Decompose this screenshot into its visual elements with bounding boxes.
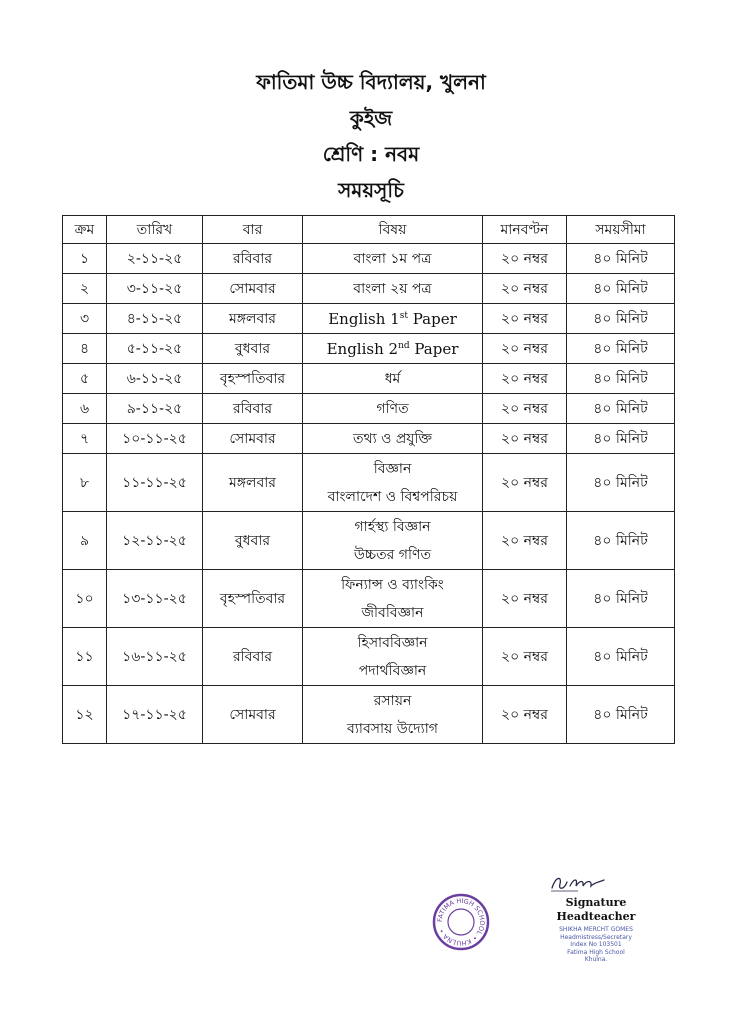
cell-serial: ৭	[63, 424, 107, 454]
cell-day: বুধবার	[203, 334, 303, 364]
cell-time: ৪০ মিনিট	[567, 334, 675, 364]
cell-day: বৃহস্পতিবার	[203, 570, 303, 628]
cell-marks: ২০ নম্বর	[483, 570, 567, 628]
cell-date: ৪-১১-২৫	[107, 304, 203, 334]
cell-marks: ২০ নম্বর	[483, 454, 567, 512]
stamp-line: SHIKHA MERCHT GOMES	[559, 926, 633, 933]
cell-serial: ৯	[63, 512, 107, 570]
schedule-title: সময়সূচি	[338, 178, 404, 202]
subject-line: ব্যাবসায় উদ্যোগ	[347, 720, 438, 737]
subject-text: Paper	[407, 309, 457, 328]
class-line: শ্রেণি : নবম	[322, 142, 420, 166]
col-header-date: তারিখ	[107, 216, 203, 244]
stamp-line: Khulna.	[584, 956, 608, 963]
table-row	[63, 686, 675, 744]
cell-subject	[303, 244, 483, 274]
name-stamp	[536, 926, 656, 964]
cell-serial: ২	[63, 274, 107, 304]
table-row	[63, 334, 675, 364]
cell-serial: ৫	[63, 364, 107, 394]
table-row	[63, 274, 675, 304]
cell-subject	[303, 628, 483, 686]
exam-title: কুইজ	[349, 106, 393, 130]
subject-ordinal: nd	[398, 340, 410, 351]
cell-day: রবিবার	[203, 628, 303, 686]
subject-line: বাংলাদেশ ও বিশ্বপরিচয়	[327, 488, 458, 505]
cell-serial: ১০	[63, 570, 107, 628]
cell-serial: ৬	[63, 394, 107, 424]
cell-serial: ৩	[63, 304, 107, 334]
cell-subject	[303, 570, 483, 628]
subject-line: পদার্থবিজ্ঞান	[358, 662, 427, 679]
subject-line: হিসাববিজ্ঞান	[357, 634, 428, 651]
cell-subject	[303, 334, 483, 364]
cell-serial: ৪	[63, 334, 107, 364]
col-header-time: সময়সীমা	[567, 216, 675, 244]
cell-marks: ২০ নম্বর	[483, 424, 567, 454]
cell-marks: ২০ নম্বর	[483, 512, 567, 570]
cell-marks: ২০ নম্বর	[483, 244, 567, 274]
subject-line: রসায়ন	[373, 692, 412, 709]
table-row	[63, 424, 675, 454]
table-row	[63, 244, 675, 274]
cell-time: ৪০ মিনিট	[567, 628, 675, 686]
cell-marks: ২০ নম্বর	[483, 394, 567, 424]
stamp-line: Index No 103501	[570, 941, 622, 948]
table-row	[63, 454, 675, 512]
cell-marks: ২০ নম্বর	[483, 274, 567, 304]
cell-date: ১৬-১১-২৫	[107, 628, 203, 686]
subject-english	[328, 310, 457, 328]
cell-marks: ২০ নম্বর	[483, 304, 567, 334]
table-row	[63, 628, 675, 686]
stamp-line: Fatima High School	[567, 948, 625, 956]
cell-date: ১৭-১১-২৫	[107, 686, 203, 744]
table-row	[63, 512, 675, 570]
cell-subject	[303, 364, 483, 394]
cell-day: মঙ্গলবার	[203, 454, 303, 512]
cell-marks: ২০ নম্বর	[483, 686, 567, 744]
table-row	[63, 570, 675, 628]
cell-date: ৫-১১-২৫	[107, 334, 203, 364]
cell-day: সোমবার	[203, 274, 303, 304]
subject-line: বাংলা ২য় পত্র	[353, 280, 432, 297]
stamp-line: Headmistress/Secretary	[560, 933, 632, 941]
subject-english	[327, 340, 459, 358]
subject-ordinal: st	[399, 310, 408, 321]
cell-serial: ১২	[63, 686, 107, 744]
cell-subject	[303, 274, 483, 304]
cell-date: ১২-১১-২৫	[107, 512, 203, 570]
school-seal	[432, 893, 490, 951]
cell-time: ৪০ মিনিট	[567, 454, 675, 512]
headteacher-signature-block	[536, 868, 656, 978]
col-header-day: বার	[203, 216, 303, 244]
cell-subject	[303, 454, 483, 512]
cell-marks: ২০ নম্বর	[483, 628, 567, 686]
school-name: ফাতিমা উচ্চ বিদ্যালয়, খুলনা	[256, 70, 486, 94]
cell-day: সোমবার	[203, 686, 303, 744]
cell-date: ৩-১১-২৫	[107, 274, 203, 304]
cell-time: ৪০ মিনিট	[567, 512, 675, 570]
cell-marks: ২০ নম্বর	[483, 334, 567, 364]
cell-time: ৪০ মিনিট	[567, 244, 675, 274]
subject-text: English 2	[326, 339, 399, 358]
document-header	[0, 64, 742, 208]
signature-label: Signature	[565, 896, 627, 909]
schedule-body	[63, 244, 675, 744]
col-header-serial: ক্রম	[63, 216, 107, 244]
signature-scribble	[548, 872, 608, 894]
cell-day: বুধবার	[203, 512, 303, 570]
svg-text:FATIMA HIGH SCHOOL • KHULNA •: FATIMA HIGH SCHOOL • KHULNA •	[435, 896, 487, 948]
cell-subject	[303, 512, 483, 570]
cell-time: ৪০ মিনিট	[567, 304, 675, 334]
cell-subject	[303, 686, 483, 744]
cell-date: ১১-১১-২৫	[107, 454, 203, 512]
cell-date: ৯-১১-২৫	[107, 394, 203, 424]
subject-text: English 1	[328, 309, 400, 328]
cell-time: ৪০ মিনিট	[567, 570, 675, 628]
subject-line: ফিন্যান্স ও ব্যাংকিং	[341, 576, 444, 593]
cell-serial: ১১	[63, 628, 107, 686]
table-header-row	[63, 216, 675, 244]
cell-time: ৪০ মিনিট	[567, 686, 675, 744]
subject-line: জীববিজ্ঞান	[361, 604, 424, 621]
cell-serial: ১	[63, 244, 107, 274]
subject-line: গণিত	[376, 400, 409, 417]
subject-line: বিজ্ঞান	[373, 460, 412, 477]
subject-line: ধর্ম	[384, 370, 401, 387]
cell-date: ১০-১১-২৫	[107, 424, 203, 454]
headteacher-label: Headteacher	[556, 910, 636, 923]
cell-subject	[303, 304, 483, 334]
cell-subject	[303, 394, 483, 424]
subject-line: তথ্য ও প্রযুক্তি	[353, 430, 432, 447]
cell-time: ৪০ মিনিট	[567, 274, 675, 304]
cell-date: ৬-১১-২৫	[107, 364, 203, 394]
cell-subject	[303, 424, 483, 454]
col-header-subject: বিষয়	[303, 216, 483, 244]
cell-marks: ২০ নম্বর	[483, 364, 567, 394]
cell-date: ২-১১-২৫	[107, 244, 203, 274]
cell-day: মঙ্গলবার	[203, 304, 303, 334]
cell-date: ১৩-১১-২৫	[107, 570, 203, 628]
subject-text: Paper	[409, 339, 459, 358]
cell-day: বৃহস্পতিবার	[203, 364, 303, 394]
cell-day: রবিবার	[203, 394, 303, 424]
cell-time: ৪০ মিনিট	[567, 364, 675, 394]
subject-line: গার্হস্থ্য বিজ্ঞান	[354, 518, 431, 535]
cell-serial: ৮	[63, 454, 107, 512]
schedule-table	[62, 215, 675, 744]
table-row	[63, 304, 675, 334]
table-row	[63, 394, 675, 424]
table-row	[63, 364, 675, 394]
subject-line: বাংলা ১ম পত্র	[353, 250, 432, 267]
cell-day: রবিবার	[203, 244, 303, 274]
col-header-marks: মানবণ্টন	[483, 216, 567, 244]
subject-line: উচ্চতর গণিত	[354, 546, 431, 563]
cell-time: ৪০ মিনিট	[567, 394, 675, 424]
cell-time: ৪০ মিনিট	[567, 424, 675, 454]
cell-day: সোমবার	[203, 424, 303, 454]
